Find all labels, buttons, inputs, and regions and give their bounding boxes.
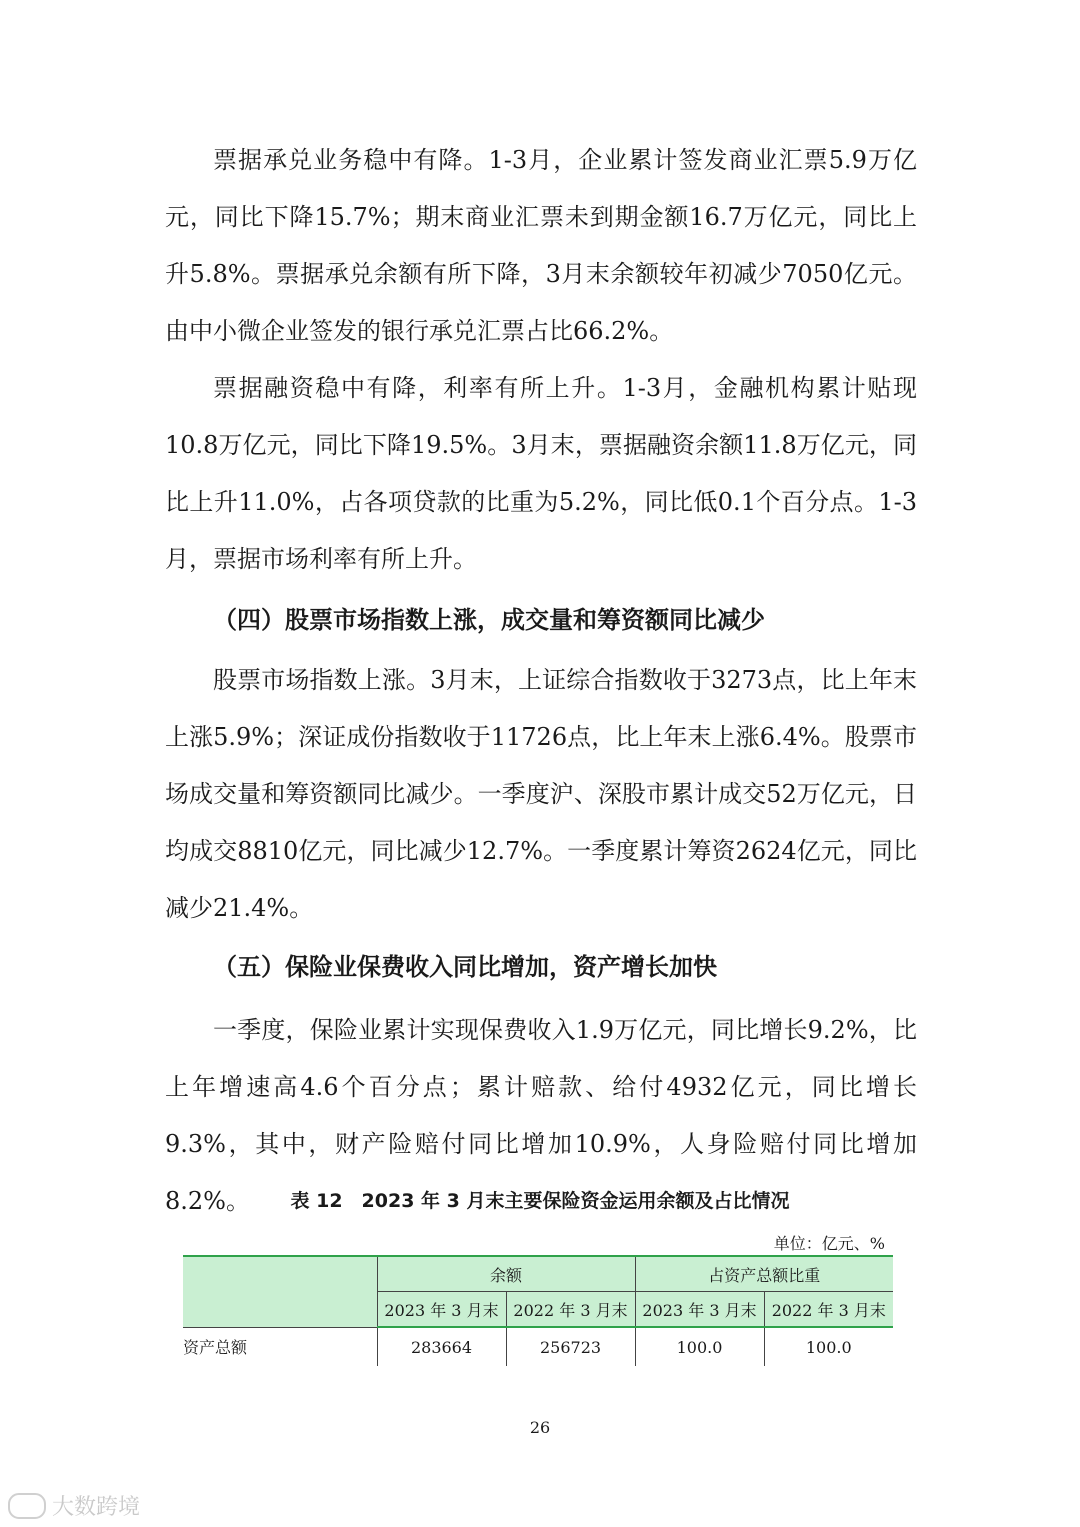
header-balance: 余额	[377, 1256, 635, 1292]
section-heading-insurance: （五）保险业保费收入同比增加，资产增长加快	[213, 953, 717, 981]
paragraph-insurance: 一季度，保险业累计实现保费收入1.9万亿元，同比增长9.2%，比上年增速高4.6个百分点；累计赔款、给付4932亿元，同比增长9.3%，其中，财产险赔付同比增加10.9%，人身险赔付同比增加8.2%。	[165, 1016, 917, 1215]
table-row	[183, 1327, 893, 1366]
table-cell: 100.0	[635, 1327, 764, 1366]
paragraph-bill-acceptance: 票据承兑业务稳中有降。1-3月，企业累计签发商业汇票5.9万亿元，同比下降15.7%；期末商业汇票未到期金额16.7万亿元，同比上升5.8%。票据承兑余额有所下降，3月末余额较年初减少7050亿元。由中小微企业签发的银行承兑汇票占比66.2%。	[165, 146, 917, 345]
paragraph-stock-market: 股票市场指数上涨。3月末，上证综合指数收于3273点，比上年末上涨5.9%；深证成份指数收于11726点，比上年末上涨6.4%。股票市场成交量和筹资额同比减少。一季度沪、深股市累计成交52万亿元，日均成交8810亿元，同比减少12.7%。一季度累计筹资2624亿元，同比减少21.4%。	[165, 666, 917, 922]
page-number: 26	[529, 1418, 551, 1437]
table-corner-cell	[183, 1256, 377, 1327]
table-caption: 表 12 2023 年 3 月末主要保险资金运用余额及占比情况	[290, 1190, 790, 1212]
subheader-cell: 2023 年 3 月末	[635, 1292, 764, 1328]
table-unit: 单位：亿元、%	[773, 1234, 885, 1253]
insurance-fund-table	[183, 1255, 893, 1366]
watermark	[8, 1490, 140, 1521]
header-share-of-assets: 占资产总额比重	[635, 1256, 893, 1292]
watermark-logo-icon	[8, 1493, 46, 1519]
table-header-row	[183, 1256, 893, 1292]
row-label: 资产总额	[183, 1327, 377, 1366]
subheader-cell: 2022 年 3 月末	[764, 1292, 893, 1328]
watermark-text: 大数跨境	[52, 1495, 141, 1520]
table-cell: 283664	[377, 1327, 506, 1366]
table-cell: 100.0	[764, 1327, 893, 1366]
subheader-cell: 2022 年 3 月末	[506, 1292, 635, 1328]
paragraph-bill-financing: 票据融资稳中有降，利率有所上升。1-3月，金融机构累计贴现10.8万亿元，同比下降19.5%。3月末，票据融资余额11.8万亿元，同比上升11.0%，占各项贷款的比重为5.2%，同比低0.1个百分点。1-3月，票据市场利率有所上升。	[165, 374, 917, 573]
subheader-cell: 2023 年 3 月末	[377, 1292, 506, 1328]
section-heading-stock-market: （四）股票市场指数上涨，成交量和筹资额同比减少	[213, 606, 765, 634]
table-cell: 256723	[506, 1327, 635, 1366]
